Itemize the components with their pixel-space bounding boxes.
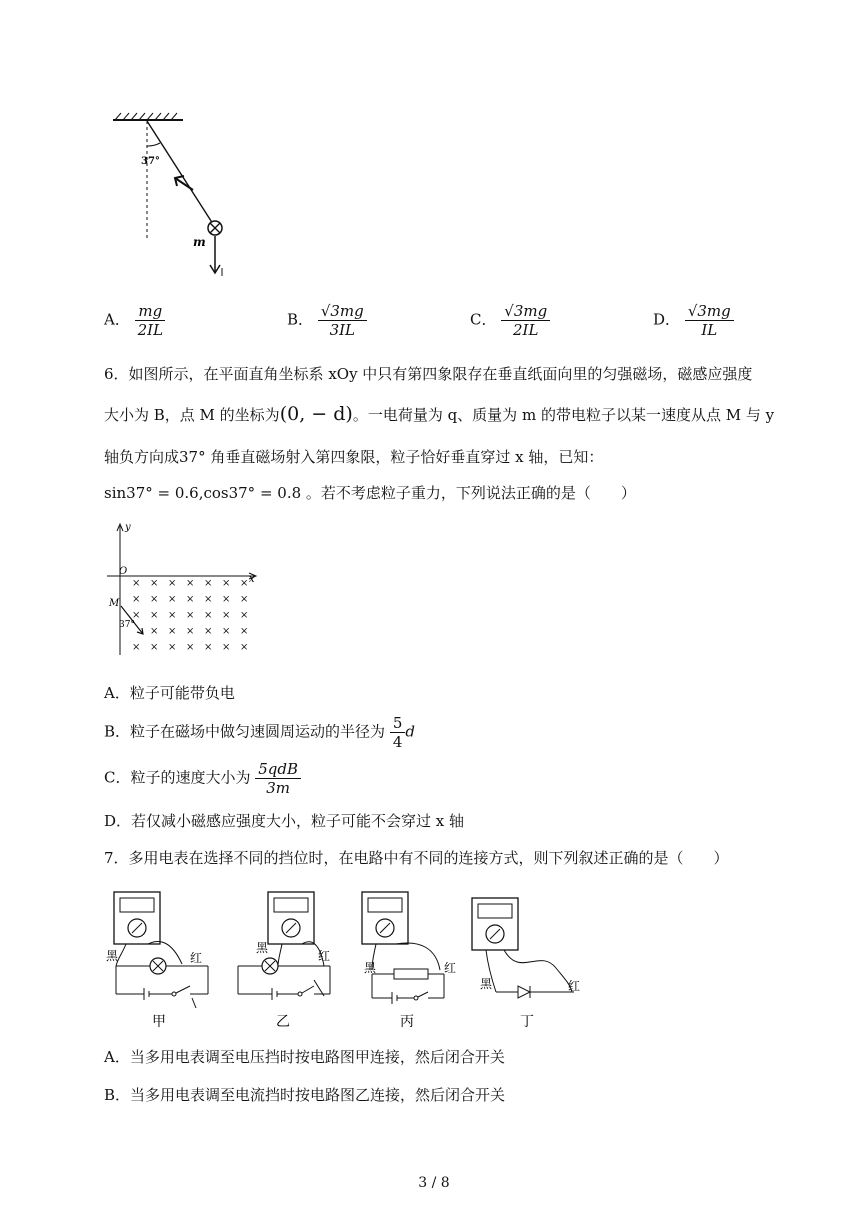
circuit-yi	[238, 892, 330, 1030]
svg-text:×: ×	[222, 594, 231, 605]
y-axis-label: y	[125, 522, 131, 533]
angle-label: 37°	[119, 620, 135, 630]
svg-text:×: ×	[186, 626, 195, 637]
option-label: D．	[653, 310, 681, 329]
fraction: $\frac{√3mg}{IL}$	[685, 302, 734, 339]
svg-text:×: ×	[240, 578, 249, 589]
q6-line-3: 轴负方向成37° 角垂直磁场射入第四象限，粒子恰好垂直穿过 x 轴，已知：	[104, 448, 604, 466]
q6-line-4: sin37° = 0.6,cos37° = 0.8 。若不考虑粒子重力，下列说法正确的是（ ）	[104, 484, 636, 502]
svg-text:×: ×	[186, 594, 195, 605]
svg-text:×: ×	[186, 642, 195, 653]
svg-text:×: ×	[222, 626, 231, 637]
circuit-ding	[472, 898, 580, 1030]
svg-text:×: ×	[150, 594, 159, 605]
red-label: 红	[444, 961, 457, 975]
circuit-bing	[362, 892, 456, 1030]
svg-text:×: ×	[222, 578, 231, 589]
circuit-label: 乙	[276, 1014, 290, 1030]
q7-circuits	[100, 888, 600, 1036]
point-m-label: M	[109, 598, 120, 609]
svg-text:×: ×	[186, 578, 195, 589]
q6-figure	[105, 520, 260, 660]
x-axis-label: x	[249, 574, 255, 585]
svg-text:×: ×	[168, 610, 177, 621]
circuit-jia	[106, 892, 208, 1030]
q6-option-c[interactable]: C．粒子的速度大小为 $\frac{\text{5qdB}}{3m}$	[104, 760, 301, 797]
svg-text:×: ×	[150, 578, 159, 589]
circuit-label: 丁	[520, 1014, 534, 1030]
field-crosses	[132, 578, 248, 653]
svg-text:×: ×	[132, 594, 141, 605]
svg-text:×: ×	[168, 578, 177, 589]
svg-text:×: ×	[204, 642, 213, 653]
q6-option-d[interactable]: D．若仅减小磁感应强度大小，粒子可能不会穿过 x 轴	[104, 812, 465, 830]
red-label: 红	[568, 979, 581, 993]
svg-text:×: ×	[240, 642, 249, 653]
page-number: 3 / 8	[418, 1175, 450, 1191]
black-label: 黑	[480, 977, 493, 991]
q6-option-a[interactable]: A．粒子可能带负电	[104, 684, 235, 702]
q6-line-2: 大小为 B，点 M 的坐标为(0, − d)。一电荷量为 q、质量为 m 的带电粒子以某一速度从点 M 与 y	[104, 403, 775, 425]
black-label: 黑	[256, 941, 269, 955]
svg-text:×: ×	[150, 642, 159, 653]
svg-text:×: ×	[132, 578, 141, 589]
origin-label: O	[119, 566, 128, 577]
svg-text:×: ×	[168, 594, 177, 605]
fraction: $\frac{mg}{2IL}$	[135, 302, 166, 339]
svg-text:×: ×	[222, 642, 231, 653]
option-label: B．	[287, 310, 314, 329]
fraction: $\frac{√3mg}{3IL}$	[318, 302, 367, 339]
q6-line-1: 6．如图所示，在平面直角坐标系 xOy 中只有第四象限存在垂直纸面向里的匀强磁场，磁感应强度	[104, 365, 753, 383]
red-label: 红	[318, 949, 331, 963]
svg-text:×: ×	[204, 594, 213, 605]
circuit-label: 甲	[152, 1014, 166, 1030]
red-label: 红	[190, 951, 203, 965]
svg-text:×: ×	[204, 610, 213, 621]
svg-text:×: ×	[240, 610, 249, 621]
circuit-label: 丙	[400, 1014, 414, 1030]
svg-text:×: ×	[240, 626, 249, 637]
svg-text:×: ×	[150, 626, 159, 637]
svg-text:×: ×	[168, 626, 177, 637]
q5-figure	[105, 108, 245, 283]
q5-option-d[interactable]	[653, 302, 734, 339]
angle-label: 37°	[141, 156, 160, 167]
svg-text:×: ×	[150, 610, 159, 621]
black-label: 黑	[106, 949, 119, 963]
svg-text:×: ×	[204, 626, 213, 637]
mass-label: m	[193, 235, 206, 249]
q5-option-a[interactable]	[104, 302, 166, 339]
black-label: 黑	[364, 961, 377, 975]
svg-text:×: ×	[132, 610, 141, 621]
q5-option-c[interactable]	[470, 302, 550, 339]
svg-text:×: ×	[222, 610, 231, 621]
svg-text:×: ×	[240, 594, 249, 605]
q5-option-b[interactable]	[287, 302, 367, 339]
q7-option-b[interactable]: B．当多用电表调至电流挡时按电路图乙连接，然后闭合开关	[104, 1086, 506, 1104]
svg-text:×: ×	[132, 642, 141, 653]
svg-text:×: ×	[186, 610, 195, 621]
q7-stem: 7．多用电表在选择不同的挡位时，在电路中有不同的连接方式，则下列叙述正确的是（ ）	[104, 849, 729, 867]
q6-option-b[interactable]: B．粒子在磁场中做匀速圆周运动的半径为 $\frac{5}{4}$ d	[104, 714, 415, 751]
option-label: C．	[470, 310, 497, 329]
option-label: A．	[104, 310, 130, 329]
svg-text:×: ×	[204, 578, 213, 589]
coordinate: (0, − d)	[279, 403, 353, 425]
fraction: $\frac{√3mg}{2IL}$	[501, 302, 550, 339]
svg-text:×: ×	[168, 642, 177, 653]
q7-option-a[interactable]: A．当多用电表调至电压挡时按电路图甲连接，然后闭合开关	[104, 1048, 505, 1066]
